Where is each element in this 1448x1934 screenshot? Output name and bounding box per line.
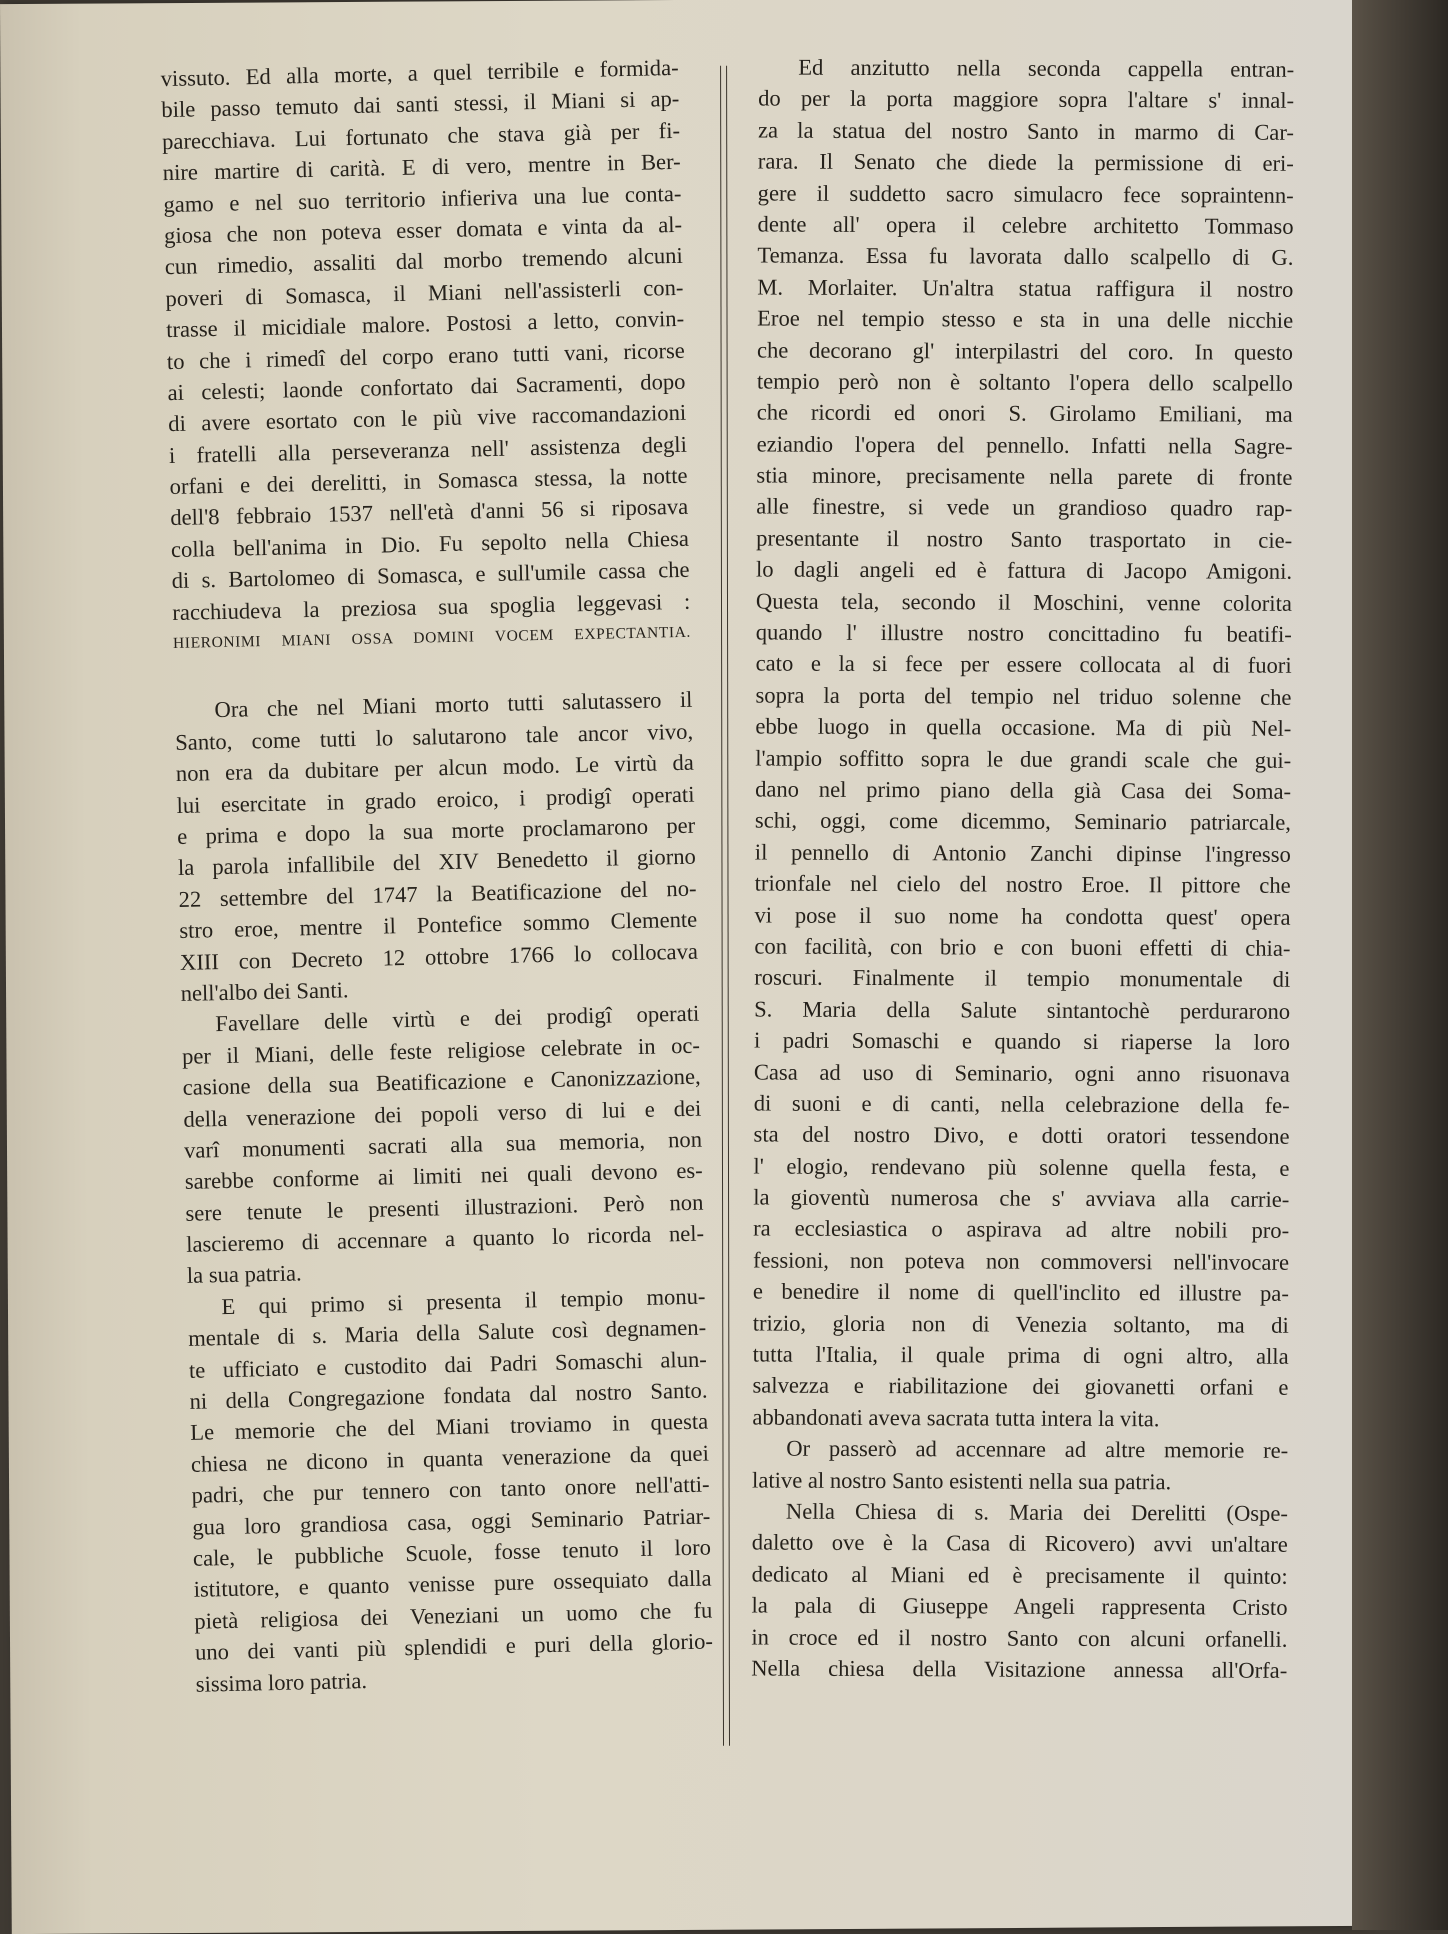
text-line: ai celesti; laonde confortato dai Sacramenti, dopo <box>167 368 686 405</box>
text-line: racchiudeva la preziosa sua spoglia leggevasi : <box>172 588 691 625</box>
text-line: XIII con Decreto 12 ottobre 1766 lo collocava <box>179 938 699 975</box>
text-line: nire martire di carità. E di vero, mentre in Ber- <box>162 148 681 186</box>
text-line: gere il suddetto sacro simulacro fece sopraintenn- <box>757 180 1294 208</box>
text-line: tempio però non è soltanto l'opera dello scalpello <box>756 368 1293 396</box>
text-line: za la statua del nostro Santo in marmo di Car- <box>757 117 1295 145</box>
text-line: giosa che non poteva esser domata e vinta da al- <box>163 211 683 249</box>
text-line: lo dagli angeli ed è fattura di Jacopo Amigoni. <box>756 556 1293 585</box>
text-line: Ora che nel Miani morto tutti salutassero il <box>214 687 693 723</box>
text-line: roscuri. Finalmente il tempio monumentale di <box>754 964 1291 993</box>
text-line: Eroe nel tempio stesso e sta in una delle nicchie <box>757 305 1294 333</box>
text-line: per il Miani, delle feste religiose celebrate in oc- <box>181 1032 701 1069</box>
text-line: stro eroe, mentre il Pontefice sommo Clemente <box>179 906 698 944</box>
text-line: salvezza e riabilitazione dei giovanetti orfani e <box>752 1372 1289 1401</box>
text-line: mentale di s. Maria della Salute così degnamen- <box>187 1314 707 1352</box>
text-line: daletto ove è la Casa di Ricovero) avvi un'altare <box>751 1529 1288 1558</box>
text-line: trionfale nel cielo del nostro Eroe. Il pittore che <box>754 870 1291 898</box>
text-line: Santo, come tutti lo salutarono tale ancor vivo, <box>174 718 694 755</box>
text-line: sere tenute le presenti illustrazioni. Però non <box>185 1189 704 1226</box>
text-line: ni della Congregazione fondata dal nostro Santo. <box>189 1377 708 1414</box>
text-line: e prima e dopo la sua morte proclamarono per <box>176 812 696 849</box>
text-line: E qui primo si presenta il tempio monu- <box>221 1283 706 1319</box>
text-line: tutta l'Italia, il quale prima di ogni altro, alla <box>752 1341 1289 1369</box>
text-line: quando l' illustre nostro concittadino fu beatifi- <box>755 619 1292 647</box>
text-line: il pennello di Antonio Zanchi dipinse l'ingresso <box>754 839 1291 867</box>
text-line: di avere esortato con le più vive raccomandazioni <box>167 400 687 437</box>
text-line: lui esercitate in grado eroico, i prodigî operati <box>176 781 695 818</box>
text-line: ra ecclesiastica o aspirava ad altre nobili pro- <box>753 1215 1290 1244</box>
text-line: colla bell'anima in Dio. Fu sepolto nella Chiesa <box>170 525 690 562</box>
text-line: in croce ed il nostro Santo con alcuni orfanelli. <box>751 1624 1288 1652</box>
text-line: sissima loro patria. <box>195 1667 368 1697</box>
text-line: Casa ad uso di Seminario, ogni anno risuonava <box>753 1058 1290 1087</box>
text-line: trizio, gloria non di Venezia soltanto, ma di <box>752 1310 1289 1338</box>
text-line: gamo e nel suo territorio infieriva una lue conta- <box>163 180 682 217</box>
text-line: schi, oggi, come dicemmo, Seminario patriarcale, <box>754 807 1292 836</box>
text-line: 22 settembre del 1747 la Beatificazione del no- <box>178 875 697 912</box>
text-line: alle finestre, si vede un grandioso quadro rap- <box>756 493 1293 522</box>
text-line: nell'albo dei Santi. <box>180 977 349 1006</box>
text-line: Nella chiesa della Visitazione annessa all'Orfa- <box>751 1655 1288 1683</box>
text-line: Nella Chiesa di s. Maria dei Derelitti (Ospe- <box>785 1498 1288 1526</box>
text-line: varî monumenti sacrati alla sua memoria, non <box>183 1126 703 1163</box>
text-line: che ricordi ed onori S. Girolamo Emiliani, ma <box>756 399 1293 428</box>
text-line: cun rimedio, assaliti dal morbo tremendo alcuni <box>164 243 683 280</box>
text-line: Questa tela, secondo il Moschini, venne colorita <box>755 588 1292 616</box>
text-line: con facilità, con brio e con buoni effetti di chia- <box>754 933 1291 961</box>
text-line: della venerazione dei popoli verso di lui e dei <box>183 1095 702 1132</box>
text-line: uno dei vanti più splendidi e puri della glorio- <box>194 1628 714 1665</box>
text-line: la gioventù numerosa che s' avviava alla carrie- <box>753 1184 1290 1212</box>
text-line: te ufficiato e custodito dai Padri Somaschi alun- <box>188 1346 708 1383</box>
text-line: vi pose il suo nome ha condotta quest' opera <box>754 902 1291 930</box>
text-line: Ed anzitutto nella seconda cappella entran- <box>798 54 1295 82</box>
text-line: Temanza. Essa fu lavorata dallo scalpello di G. <box>757 242 1294 271</box>
text-line: di suoni e di canti, nella celebrazione della fe- <box>753 1090 1290 1118</box>
text-line: non era da dubitare per alcun modo. Le virtù da <box>175 749 695 787</box>
text-line: i padri Somaschi e quando si riaperse la loro <box>753 1027 1291 1055</box>
text-line: sta del nostro Divo, e dotti oratori tessendone <box>753 1121 1290 1150</box>
text-line: i fratelli alla perseveranza nell' assistenza degli <box>168 431 688 468</box>
text-line: rara. Il Senato che diede la permissione di eri- <box>757 148 1294 177</box>
text-line: S. Maria della Salute sintantochè perdurarono <box>754 996 1291 1024</box>
text-line: la sua patria. <box>186 1260 302 1289</box>
text-line: l'ampio soffitto sopra le due grandi scale che gui- <box>755 745 1292 773</box>
text-line: di s. Bartolomeo di Somasca, e sull'umile cassa che <box>171 556 690 594</box>
left-text-column <box>160 52 714 1700</box>
text-line: Or passerò ad accennare ad altre memorie re- <box>786 1435 1289 1464</box>
text-line: vissuto. Ed alla morte, a quel terribile e formida- <box>160 54 679 92</box>
text-line: dano nel primo piano della già Casa dei Soma- <box>755 776 1292 804</box>
text-line: do per la porta maggiore sopra l'altare s' innal- <box>758 85 1295 114</box>
text-line: ebbe luogo in quella occasione. Ma di più Nel- <box>755 713 1292 742</box>
text-line: chiesa ne dicono in quanta venerazione da quei <box>190 1440 710 1477</box>
text-line: la pala di Giuseppe Angeli rappresenta Cristo <box>751 1592 1288 1620</box>
text-line: M. Morlaiter. Un'altra statua raffigura il nostro <box>757 274 1294 302</box>
text-line: dente all' opera il celebre architetto Tommaso <box>757 211 1294 239</box>
right-text-column <box>751 51 1294 1686</box>
text-line: che decorano gl' interpilastri del coro. In questo <box>756 337 1294 365</box>
text-line: l' elogio, rendevano più solenne quella festa, e <box>753 1153 1290 1181</box>
epitaph-inscription: HIERONIMI MIANI OSSA DOMINI VOCEM EXPECTANTIA. <box>172 623 692 653</box>
text-line: padri, che pur tennero con tanto onore nell'atti- <box>191 1471 710 1508</box>
text-line: casione della sua Beatificazione e Canonizzazione, <box>182 1063 701 1101</box>
text-line: stia minore, precisamente nella parete di fronte <box>756 462 1293 490</box>
text-line: to che i rimedî del corpo erano tutti vani, ricorse <box>166 337 686 374</box>
text-line: Favellare delle virtù e dei prodigî operati <box>215 1000 700 1037</box>
text-line: cale, le pubbliche Scuole, fosse tenuto il loro <box>192 1534 712 1571</box>
text-line: istitutore, e quanto venisse pure ossequiato dalla <box>193 1565 712 1603</box>
text-line: eziandio l'opera del pennello. Infatti nella Sagre- <box>756 431 1293 459</box>
text-line: sopra la porta del tempio nel triduo solenne che <box>755 682 1292 710</box>
text-line: Le memorie che del Miani troviamo in questa <box>189 1408 709 1446</box>
text-line: sarebbe conforme ai limiti nei quali devono es- <box>184 1157 703 1195</box>
page-edge-shadow <box>1352 0 1448 1930</box>
text-line: fessioni, non poteva non commoversi nell'invocare <box>752 1247 1290 1275</box>
text-line: dedicato al Miani ed è precisamente il quinto: <box>751 1561 1288 1589</box>
text-line: gua loro grandiosa casa, oggi Seminario Patriar- <box>192 1503 711 1540</box>
text-line: bile passo temuto dai santi stessi, il Miani si ap- <box>161 86 680 123</box>
text-line: e benedire il nome di quell'inclito ed illustre pa- <box>752 1278 1289 1307</box>
text-line: orfani e dei derelitti, in Somasca stessa, la notte <box>169 462 688 500</box>
column-divider-rule <box>720 66 730 1746</box>
text-line: parecchiava. Lui fortunato che stava già per fi- <box>161 117 681 154</box>
text-line: pietà religiosa dei Veneziani un uomo che fu <box>194 1597 713 1634</box>
text-line: lative al nostro Santo esistenti nella sua patria. <box>752 1467 1172 1494</box>
text-line: lascieremo di accennare a quanto lo ricorda nel- <box>185 1220 705 1257</box>
text-line: dell'8 febbraio 1537 nell'età d'anni 56 si riposava <box>170 494 689 531</box>
text-line: abbandonati aveva sacrata tutta intera la vita. <box>752 1404 1160 1432</box>
text-line: trasse il micidiale malore. Postosi a letto, convin- <box>165 305 685 343</box>
text-line: poveri di Somasca, il Miani nell'assisterli con- <box>165 274 684 311</box>
text-line: cato e la si fece per essere collocata al di fuori <box>755 650 1292 679</box>
text-line: la parola infallibile del XIV Benedetto il giorno <box>177 844 697 881</box>
text-line: presentante il nostro Santo trasportato in cie- <box>756 525 1293 553</box>
